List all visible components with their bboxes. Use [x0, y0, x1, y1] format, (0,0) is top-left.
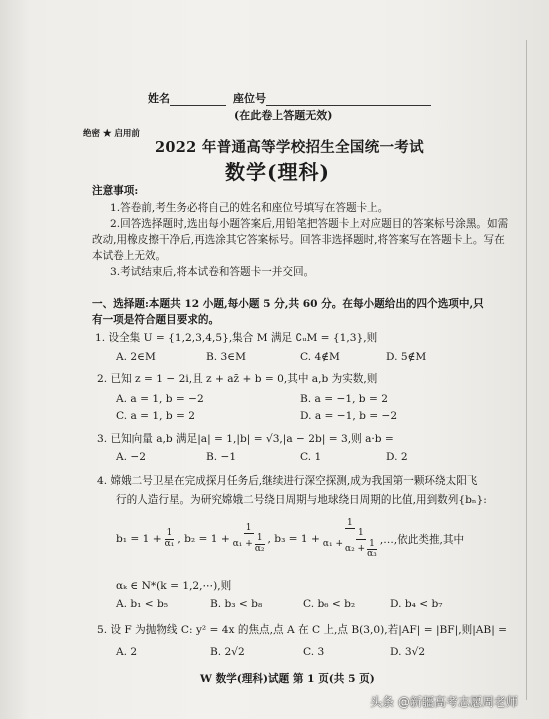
exam-title: 2022 年普通高等学校招生全国统一考试 [155, 139, 424, 156]
q3-option-a: A. −2 [116, 451, 147, 463]
question-1-stem: 1. 设全集 U = {1,2,3,4,5},集合 M 满足 ∁ᵤM = {1,3},则 [95, 332, 378, 344]
instruction-2-line1: 2.回答选择题时,选出每小题答案后,用铅笔把答题卡上对应题目的答案标号涂黑。如需 [110, 218, 509, 230]
instruction-1: 1.答卷前,考生务必将自己的姓名和座位号填写在答题卡上。 [110, 202, 389, 214]
q5-option-b: B. 2√2 [210, 646, 245, 658]
q4-option-a: A. b₁ < b₅ [116, 598, 169, 610]
q5-option-c: C. 3 [303, 646, 325, 658]
page-footer: W 数学(理科)试题 第 1 页(共 5 页) [200, 673, 375, 685]
b3-fraction: 1 α₁ + 1 α₂ + $\frac{1}{\text{α₃}}$ [322, 517, 377, 559]
q1-option-d: D. 5∉M [386, 351, 427, 363]
instruction-2-line3: 本试卷上无效。 [92, 250, 167, 262]
seat-label: 座位号 [233, 92, 266, 105]
q1-option-a: A. 2∈M [116, 351, 156, 363]
question-4-condition: αₖ ∈ N*(k = 1,2,⋯),则 [116, 580, 232, 592]
question-4-line1: 4. 嫦娥二号卫星在完成探月任务后,继续进行深空探测,成为我国第一颗环绕太阳飞 [97, 475, 478, 487]
question-4-line2: 行的人造行星。为研究嫦娥二号绕日周期与地球绕日周期的比值,用到数列{bₙ}: [116, 494, 487, 506]
seat-blank [266, 105, 431, 106]
q5-option-d: D. 3√2 [390, 646, 426, 658]
section-heading-line1: 一、选择题:本题共 12 小题,每小题 5 分,共 60 分。在每小题给出的四个选项中,只 [92, 298, 484, 310]
secret-mark: 绝密 ★ 启用前 [83, 129, 140, 139]
subject-title: 数学(理科) [225, 160, 330, 184]
instructions-heading: 注意事项: [92, 185, 139, 197]
q5-option-a: A. 2 [116, 646, 138, 658]
sequence-formula [116, 510, 464, 568]
q4-option-b: B. b₃ < b₈ [210, 598, 263, 610]
q3-option-c: C. 1 [300, 451, 322, 463]
question-5-stem: 5. 设 F 为抛物线 C: y² = 4x 的焦点,点 A 在 C 上,点 B(3,0),若|AF| = |BF|,则|AB| = [97, 624, 508, 636]
instruction-2-line2: 改动,用橡皮擦干净后,再选涂其它答案标号。回答非选择题时,将答案写在答题卡上。写在 [92, 234, 505, 246]
b2-expression: , b₂ = 1 + [177, 533, 230, 545]
name-blank [170, 105, 226, 106]
instruction-3: 3.考试结束后,将本试卷和答题卡一并交回。 [110, 266, 315, 278]
q2-option-b: B. a = −1, b = 2 [300, 393, 388, 405]
watermark: 头条 @新疆高考志愿周老师 [370, 695, 518, 709]
b1-fraction: $\frac{1}{\text{α₁}}$ [164, 528, 175, 549]
sequence-tail: ,…,依此类推,其中 [379, 533, 465, 546]
question-2-stem: 2. 已知 z = 1 − 2i,且 z + az̄ + b = 0,其中 a,b 为实数,则 [97, 373, 378, 385]
b3-expression: , b₃ = 1 + [267, 533, 320, 545]
seat-field-label [233, 90, 431, 106]
q3-option-b: B. −1 [206, 451, 237, 463]
b1-expression: b₁ = 1 + [116, 533, 162, 545]
q2-option-c: C. a = 1, b = 2 [116, 410, 195, 422]
answer-notice: (在此卷上答题无效) [234, 109, 333, 122]
q1-option-c: C. 4∉M [300, 351, 340, 363]
q2-option-d: D. a = −1, b = −2 [300, 410, 398, 422]
name-label: 姓名 [148, 92, 170, 105]
question-3-stem: 3. 已知向量 a,b 满足|a| = 1,|b| = √3,|a − 2b| = 3,则 a·b = [97, 433, 394, 445]
page-fold [526, 40, 527, 700]
q3-option-d: D. 2 [386, 451, 408, 463]
q1-option-b: B. 3∈M [206, 351, 246, 363]
b2-fraction: 1 α₁ + $\frac{1}{\text{α₂}}$ [232, 522, 265, 554]
q4-option-d: D. b₄ < b₇ [390, 598, 443, 610]
q2-option-a: A. a = 1, b = −2 [116, 393, 204, 405]
q4-option-c: C. b₆ < b₂ [303, 598, 356, 610]
name-field-label [148, 90, 226, 106]
section-heading-line2: 有一项是符合题目要求的。 [92, 314, 220, 326]
